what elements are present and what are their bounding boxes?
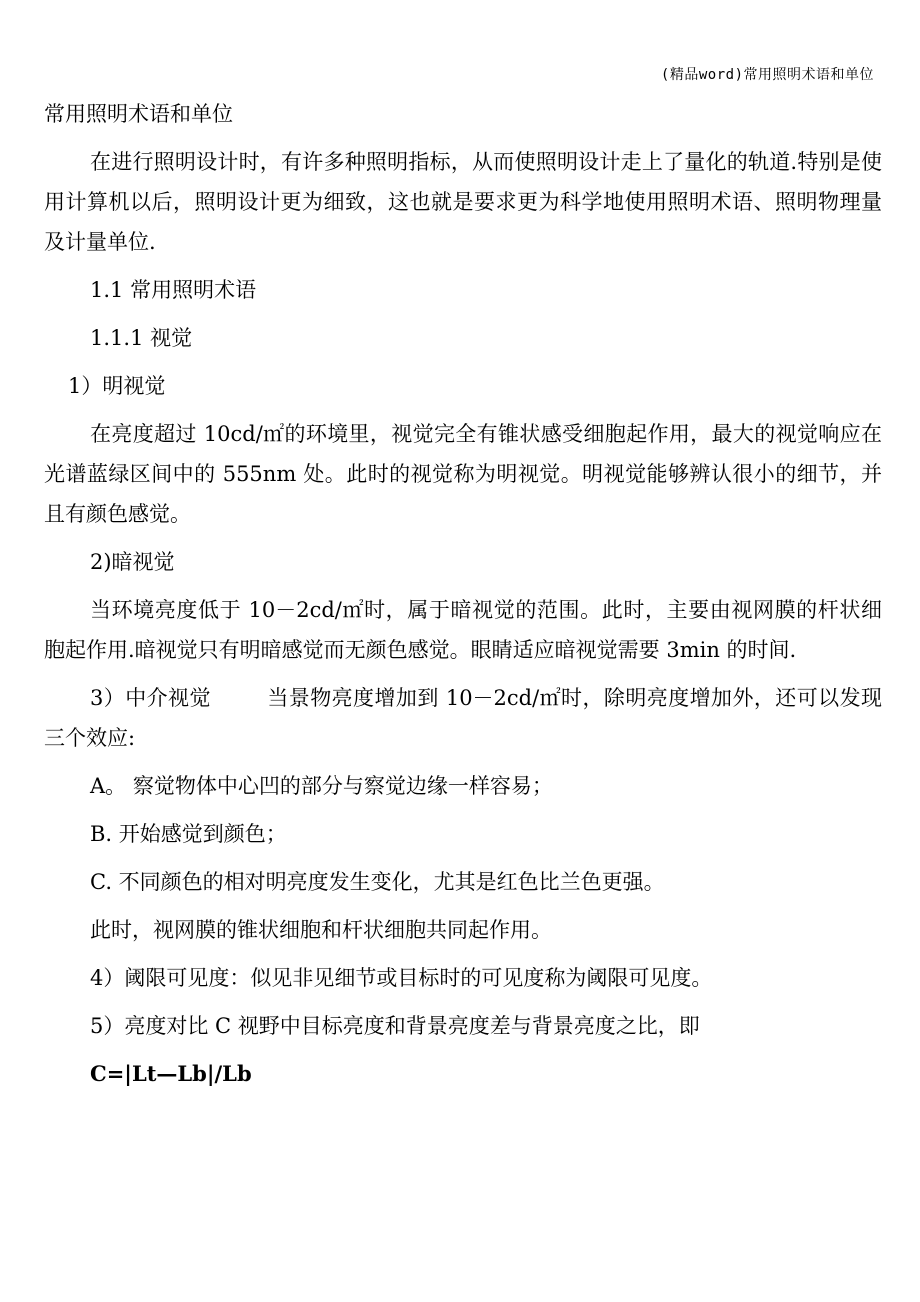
- item-2-body: 当环境亮度低于 10－2cd/㎡时，属于暗视觉的范围。此时，主要由视网膜的杆状细胞起作用.暗视觉只有明暗感觉而无颜色感觉。眼睛适应暗视觉需要 3min 的时间.: [44, 598, 882, 662]
- item-3-body: 当景物亮度增加到 10－2cd/㎡时，除明亮度增加外，还可以发现三个效应:: [44, 686, 882, 750]
- effect-a: A。 察觉物体中心凹的部分与察觉边缘一样容易；: [90, 774, 553, 798]
- effect-c: C. 不同颜色的相对明亮度发生变化，尤其是红色比兰色更强。: [90, 870, 665, 894]
- item-1-heading: 1）明视觉: [68, 374, 166, 398]
- section-heading-1-1-1: 1.1.1 视觉: [90, 326, 193, 350]
- item-3-paragraph: [44, 678, 882, 758]
- effect-b: B. 开始感觉到颜色；: [90, 822, 287, 846]
- intro-paragraph: 在进行照明设计时，有许多种照明指标，从而使照明设计走上了量化的轨道.特别是使用计算机以后，照明设计更为细致，这也就是要求更为科学地使用照明术语、照明物理量及计量单位.: [44, 150, 882, 254]
- item-3-heading: 3）中介视觉: [90, 686, 211, 710]
- item-4: 4）阈限可见度：似见非见细节或目标时的可见度称为阈限可见度。: [90, 966, 713, 990]
- item-5-text: 5）亮度对比 C 视野中目标亮度和背景亮度差与背景亮度之比，即: [90, 1014, 700, 1038]
- contrast-formula: C=|Lt—Lb|/Lb: [90, 1061, 252, 1086]
- document-body: [44, 94, 882, 1102]
- running-header: (精品word)常用照明术语和单位: [660, 67, 874, 83]
- document-title: 常用照明术语和单位: [44, 102, 233, 126]
- item-2-heading: 2)暗视觉: [90, 550, 175, 574]
- section-heading-1-1: 1.1 常用照明术语: [90, 278, 257, 302]
- item-1-body: 在亮度超过 10cd/㎡的环境里，视觉完全有锥状感受细胞起作用，最大的视觉响应在光谱蓝绿区间中的 555nm 处。此时的视觉称为明视觉。明视觉能够辨认很小的细节，并且有颜色感觉。: [44, 422, 882, 526]
- item-3-note: 此时，视网膜的锥状细胞和杆状细胞共同起作用。: [90, 918, 552, 942]
